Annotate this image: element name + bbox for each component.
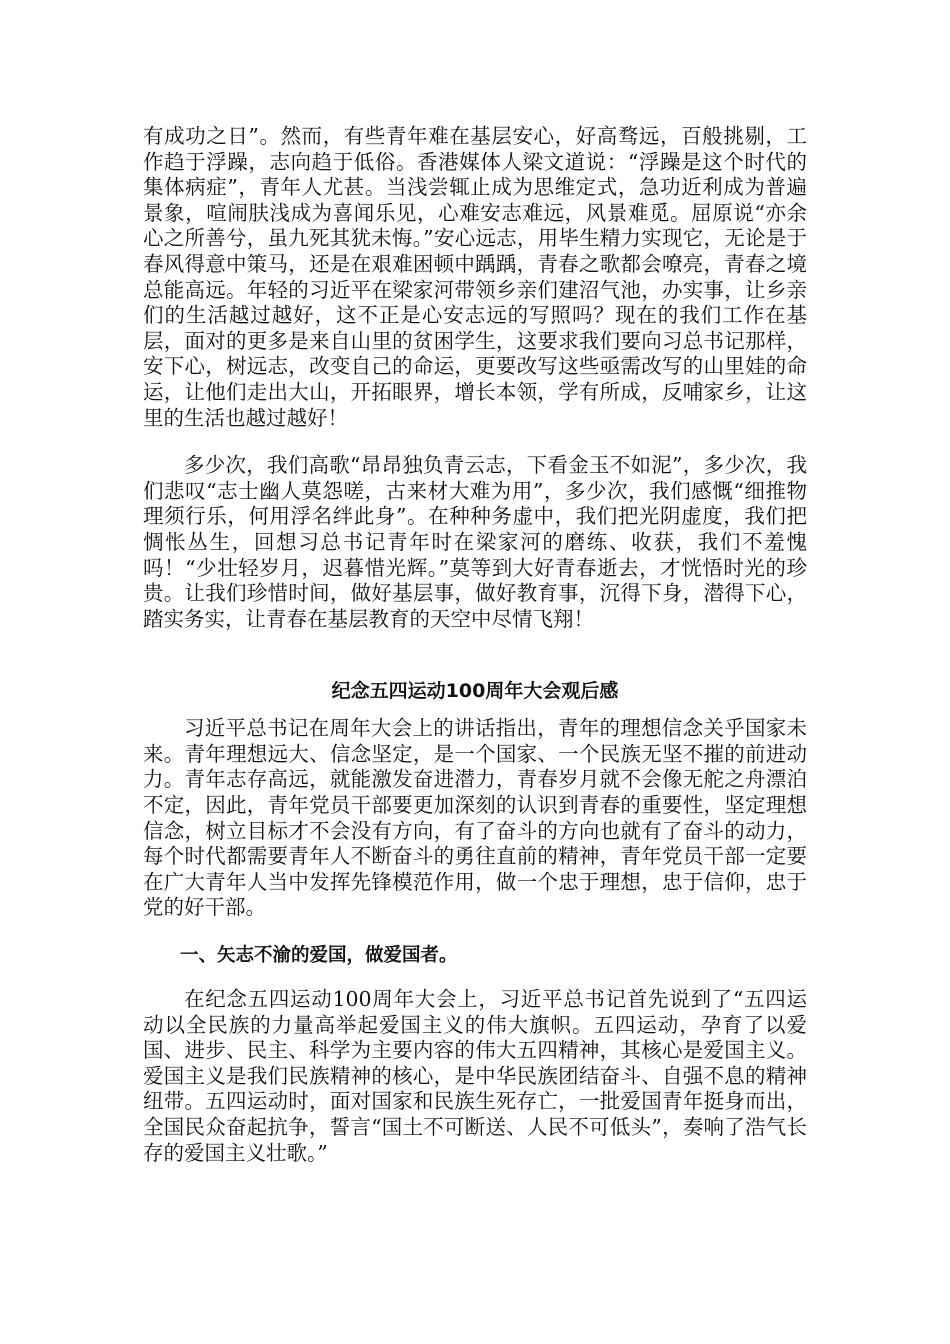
section-heading: 一、矢志不渝的爱国，做爱国者。	[180, 945, 458, 967]
body-paragraph: 多少次，我们高歌“昂昂独负青云志，下看金玉不如泥”，多少次，我们悲叹“志士幽人莫怨嗟，古来材大难为用”，多少次，我们感慨“细推物理须行乐，何用浮名绊此身”。在种种务虚中，我们把光阴虚度，我们把惆怅丛生，回想习总书记青年时在梁家河的磨练、收获，我们不羞愧吗！“少壮轻岁月，迟暮惜光辉。”莫等到大好青春逝去，才恍悟时光的珍贵。让我们珍惜时间，做好基层事，做好教育事，沉得下身，潜得下心，踏实务实，让青春在基层教育的天空中尽情飞翔！	[143, 453, 807, 631]
body-paragraph: 习近平总书记在周年大会上的讲话指出，青年的理想信念关乎国家未来。青年理想远大、信念坚定，是一个国家、一个民族无坚不摧的前进动力。青年志存高远，就能激发奋进潜力，青春岁月就不会像无舵之舟漂泊不定，因此，青年党员干部要更加深刻的认识到青春的重要性，坚定理想信念，树立目标才不会没有方向，有了奋斗的方向也就有了奋斗的动力，每个时代都需要青年人不断奋斗的勇往直前的精神，青年党员干部一定要在广大青年人当中发挥先锋模范作用，做一个忠于理想，忠于信仰，忠于党的好干部。	[143, 716, 807, 920]
article-title: 纪念五四运动100周年大会观后感	[331, 680, 619, 703]
spacer	[143, 704, 807, 716]
spacer	[143, 632, 807, 678]
spacer	[143, 969, 807, 987]
document-page	[143, 124, 807, 1166]
body-paragraph: 在纪念五四运动100周年大会上，习近平总书记首先说到了“五四运动以全民族的力量高举起爱国主义的伟大旗帜。五四运动，孕育了以爱国、进步、民主、科学为主要内容的伟大五四精神，其核心是爱国主义。爱国主义是我们民族精神的核心，是中华民族团结奋斗、自强不息的精神纽带。五四运动时，面对国家和民族生死存亡，一批爱国青年挺身而出，全国民众奋起抗争，誓言“国土不可断送、人民不可低头”，奏响了浩气长存的爱国主义壮歌。”	[143, 987, 807, 1165]
body-paragraph-continued: 有成功之日”。然而，有些青年难在基层安心，好高骛远，百般挑剔，工作趋于浮躁，志向趋于低俗。香港媒体人梁文道说：“浮躁是这个时代的集体病症”，青年人尤甚。当浅尝辄止成为思维定式，急功近利成为普遍景象，喧闹肤浅成为喜闻乐见，心难安志难远，风景难觅。屈原说“亦余心之所善兮，虽九死其犹未悔。”安心远志，用毕生精力实现它，无论是于春风得意中策马，还是在艰难困顿中踽踽，青春之歌都会嘹亮，青春之境总能高远。年轻的习近平在梁家河带领乡亲们建沼气池，办实事，让乡亲们的生活越过越好，这不正是心安志远的写照吗？现在的我们工作在基层，面对的更多是来自山里的贫困学生，这要求我们要向习总书记那样，安下心，树远志，改变自己的命运，更要改写这些亟需改写的山里娃的命运，让他们走出大山，开拓眼界，增长本领，学有所成，反哺家乡，让这里的生活也越过越好！	[143, 124, 807, 430]
